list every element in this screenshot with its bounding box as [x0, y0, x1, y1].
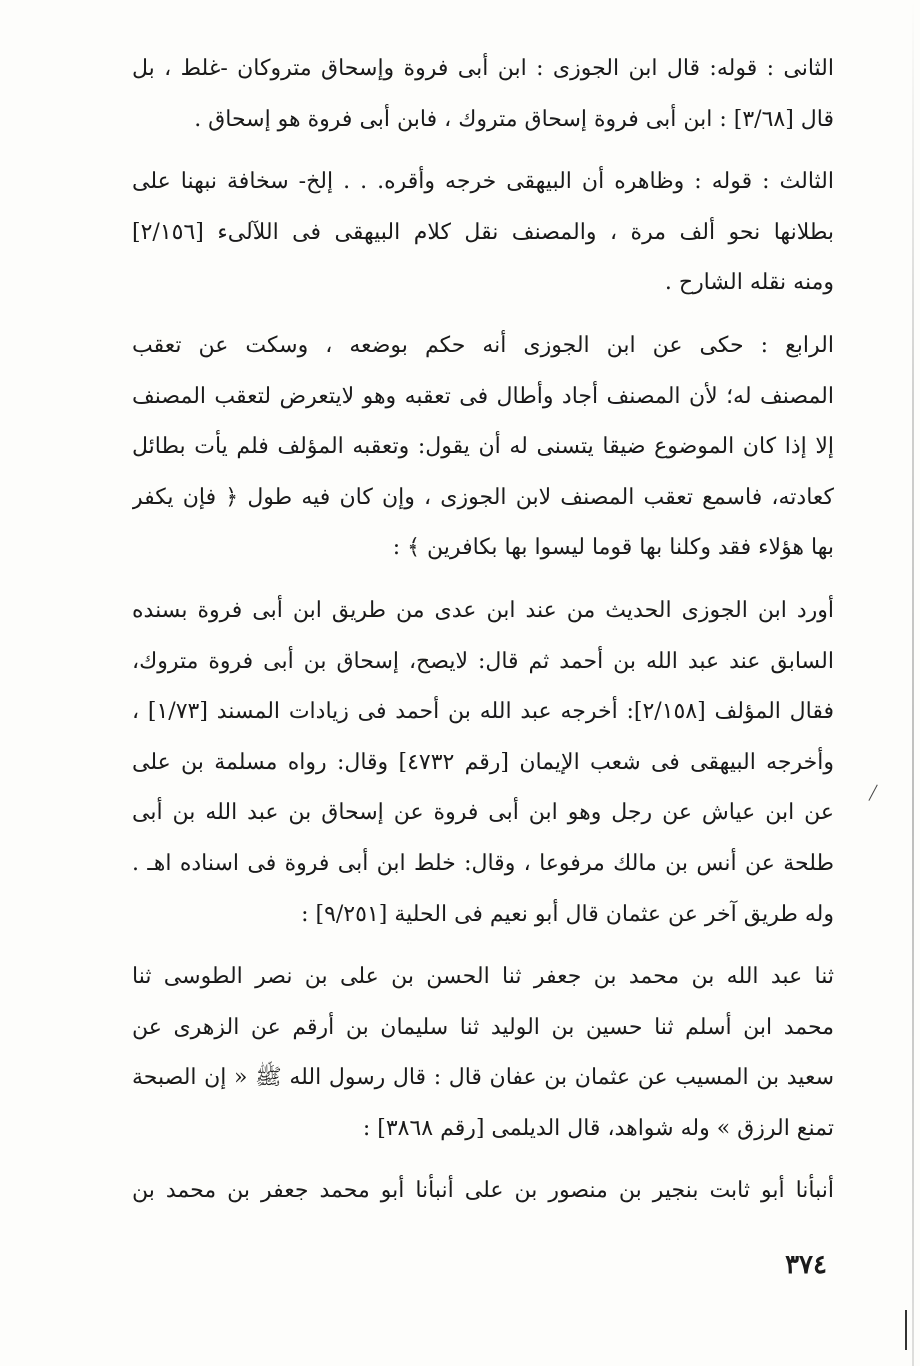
text-line: قال [٣/٦٨] : ابن أبى فروة إسحاق متروك ، فابن أبى فروة هو إسحاق .: [194, 106, 834, 132]
scan-edge-line: [912, 0, 914, 1366]
text-line: تمنع الرزق » وله شواهد، قال الديلمى [رقم ٣٨٦٨] :: [362, 1115, 834, 1141]
text-line: بطلانها نحو ألف مرة ، والمصنف نقل كلام البيهقى فى اللآلىء [٢/١٥٦]: [132, 219, 834, 245]
text-line: أنبأنا أبو ثابت بنجير بن منصور بن على أنبأنا أبو محمد جعفر بن محمد بن: [132, 1178, 834, 1204]
text-line: بها هؤلاء فقد وكلنا بها قوما ليسوا بها بكافرين ﴾ :: [392, 535, 834, 561]
paragraph-isnad: [132, 952, 834, 1154]
text-line: وأخرجه البيهقى فى شعب الإيمان [رقم ٤٧٣٢] وقال: رواه مسلمة بن على: [132, 749, 834, 775]
text-line: الثانى : قوله: قال ابن الجوزى : ابن أبى فروة وإسحاق متروكان -غلط ، بل: [132, 56, 834, 81]
paragraph-fourth-point: [132, 321, 834, 574]
text-line: الرابع : حكى عن ابن الجوزى أنه حكم بوضعه ، وسكت عن تعقب: [132, 332, 834, 358]
text-line: إلا إذا كان الموضوع ضيقا يتسنى له أن يقول: وتعقبه المؤلف فلم يأت بطائل: [132, 434, 834, 460]
text-line: فقال المؤلف [٢/١٥٨]: أخرجه عبد الله بن أحمد فى زيادات المسند [١/٧٣] ،: [132, 699, 834, 725]
paragraph-third-point: [132, 157, 834, 309]
text-line: كعادته، فاسمع تعقب المصنف لابن الجوزى ، وإن كان فيه طول ﴿ فإن يكفر: [132, 484, 834, 510]
margin-pen-mark: [868, 784, 886, 805]
main-text-block: [132, 44, 834, 1217]
text-line: طلحة عن أنس بن مالك مرفوعا ، وقال: خلط ابن أبى فروة فى اسناده اهـ .: [132, 850, 834, 876]
text-line: محمد ابن أسلم ثنا حسين بن الوليد ثنا سليمان بن أرقم عن الزهرى عن: [132, 1014, 834, 1040]
paragraph-second-point: [132, 44, 834, 145]
text-line: ثنا عبد الله بن محمد بن جعفر ثنا الحسن بن على بن نصر الطوسى ثنا: [132, 964, 834, 990]
scan-bottom-mark: [905, 1310, 907, 1350]
text-line: سعيد بن المسيب عن عثمان بن عفان قال : قال رسول الله ﷺ « إن الصبحة: [132, 1065, 834, 1091]
text-line: المصنف له؛ لأن المصنف أجاد وأطال فى تعقبه وهو لايتعرض لتعقب المصنف: [132, 383, 834, 409]
text-line: ومنه نقله الشارح .: [664, 270, 834, 296]
text-line: أورد ابن الجوزى الحديث من عند ابن عدى من طريق ابن أبى فروة بسنده: [132, 597, 834, 623]
text-line: الثالث : قوله : وظاهره أن البيهقى خرجه وأقره. . . إلخ- سخافة نبهنا على: [132, 169, 834, 195]
paragraph-continued: [132, 1166, 834, 1217]
paragraph-quoted-author: [132, 586, 834, 940]
page-number: ٣٧٤: [785, 1250, 827, 1280]
text-line: عن ابن عياش عن رجل وهو ابن أبى فروة عن إسحاق بن عبد الله بن أبى: [132, 800, 834, 826]
text-line: وله طريق آخر عن عثمان قال أبو نعيم فى الحلية [٩/٢٥١] :: [301, 901, 834, 927]
text-line: السابق عند عبد الله بن أحمد ثم قال: لايصح، إسحاق بن أبى فروة متروك،: [132, 648, 834, 674]
